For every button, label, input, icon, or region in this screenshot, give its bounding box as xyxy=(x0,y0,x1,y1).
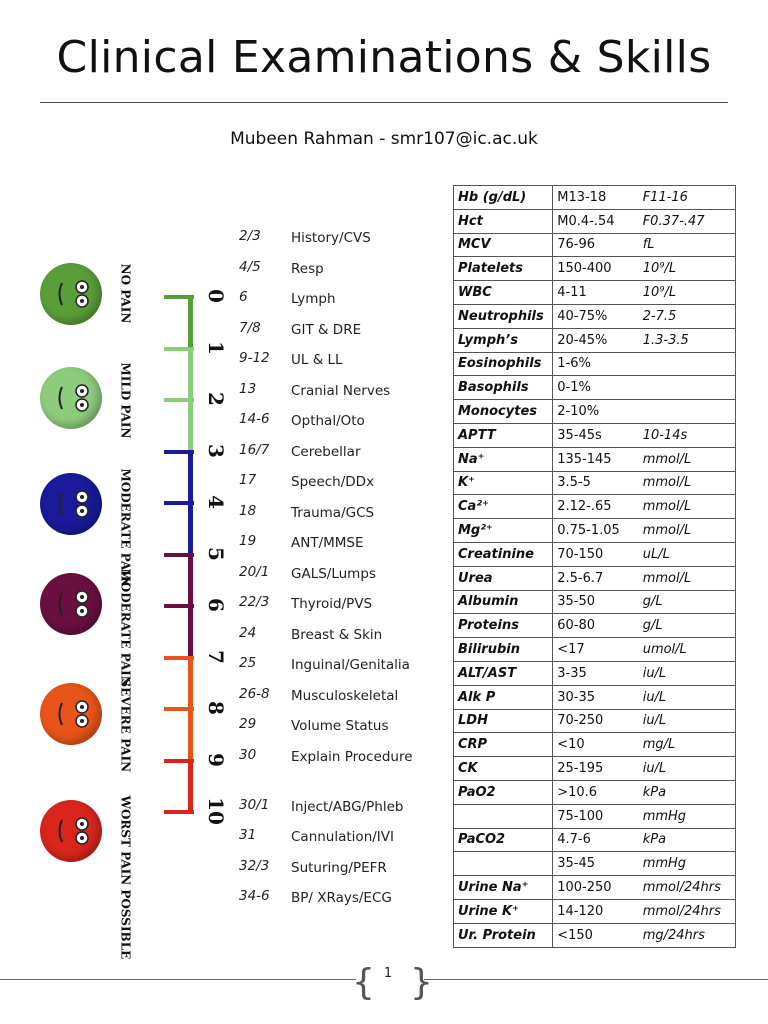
scale-tick xyxy=(164,295,194,299)
toc-topic: Volume Status xyxy=(291,718,389,734)
lab-unit: 10-14s xyxy=(639,423,736,447)
toc-page: 17 xyxy=(239,472,257,488)
toc-page: 30 xyxy=(239,746,257,763)
lab-row xyxy=(454,352,736,376)
lab-unit xyxy=(639,400,736,424)
pain-level-label: WORST PAIN POSSIBLE xyxy=(118,795,133,960)
scale-tick xyxy=(164,759,194,763)
lab-unit: mmol/24hrs xyxy=(639,899,736,923)
page-number: 1 xyxy=(383,966,393,981)
lab-name: Alk P xyxy=(454,685,553,709)
lab-range: >10.6 xyxy=(553,780,639,804)
toc-page: 4/5 xyxy=(239,258,261,275)
lab-unit xyxy=(639,352,736,376)
lab-name: Platelets xyxy=(454,257,553,281)
lab-name: CRP xyxy=(454,733,553,757)
toc-topic: Cannulation/IVI xyxy=(291,829,394,845)
lab-name: CK xyxy=(454,757,553,781)
lab-range: 150-400 xyxy=(553,257,639,281)
toc-page: 7/8 xyxy=(239,319,261,336)
toc-page: 6 xyxy=(239,289,248,305)
lab-name: Bilirubin xyxy=(454,638,553,662)
scale-segment xyxy=(188,349,193,401)
lab-unit: 2-7.5 xyxy=(639,304,736,328)
toc-topic: Suturing/PEFR xyxy=(291,859,387,876)
lab-row xyxy=(454,804,736,828)
toc-page: 16/7 xyxy=(239,441,270,458)
lab-unit: kPa xyxy=(639,780,736,804)
scale-segment xyxy=(188,658,193,710)
toc-page: 32/3 xyxy=(239,857,270,874)
toc-page: 26-8 xyxy=(239,685,270,702)
lab-unit: kPa xyxy=(639,828,736,852)
toc-page: 14-6 xyxy=(239,411,270,427)
lab-row xyxy=(454,828,736,852)
lab-range: <150 xyxy=(553,923,639,947)
lab-range: 76-96 xyxy=(553,233,639,257)
lab-name: Urine K⁺ xyxy=(454,899,553,923)
lab-name: K⁺ xyxy=(454,471,553,495)
toc-topic: Cerebellar xyxy=(291,443,361,460)
lab-unit: iu/L xyxy=(639,757,736,781)
scale-tick xyxy=(164,501,194,505)
lab-name: WBC xyxy=(454,281,553,305)
lab-name xyxy=(454,852,553,876)
toc-topic: ANT/MMSE xyxy=(291,535,364,551)
title-divider xyxy=(40,102,728,103)
toc-page: 24 xyxy=(239,624,257,641)
pain-face-icon xyxy=(40,367,102,429)
lab-range: 35-45s xyxy=(553,423,639,447)
toc-page: 20/1 xyxy=(239,563,270,580)
lab-unit: mg/L xyxy=(639,733,736,757)
lab-name: Hb (g/dL) xyxy=(454,186,553,210)
toc-topic: Opthal/Oto xyxy=(291,413,365,429)
lab-name: Na⁺ xyxy=(454,447,553,471)
lab-row xyxy=(454,233,736,257)
lab-range: 30-35 xyxy=(553,685,639,709)
lab-unit: 10⁹/L xyxy=(639,281,736,305)
lab-range: 70-250 xyxy=(553,709,639,733)
lab-range: 75-100 xyxy=(553,804,639,828)
lab-range: 2-10% xyxy=(553,400,639,424)
lab-range: 3.5-5 xyxy=(553,471,639,495)
lab-range: 40-75% xyxy=(553,304,639,328)
toc-topic: Thyroid/PVS xyxy=(291,596,373,612)
lab-unit: 1.3-3.5 xyxy=(639,328,736,352)
scale-number: 1 xyxy=(204,340,228,355)
scale-number: 0 xyxy=(204,289,228,303)
lab-row xyxy=(454,304,736,328)
pain-face-icon xyxy=(40,683,102,745)
lab-name: Lymph’s xyxy=(454,328,553,352)
lab-row xyxy=(454,852,736,876)
scale-tick xyxy=(164,604,194,608)
scale-tick xyxy=(164,347,194,351)
lab-name: Hct xyxy=(454,209,553,233)
lab-row xyxy=(454,566,736,590)
lab-unit: g/L xyxy=(639,590,736,614)
lab-unit: mmol/L xyxy=(639,447,736,471)
lab-range: 35-50 xyxy=(553,590,639,614)
lab-name: Neutrophils xyxy=(454,304,553,328)
lab-range: M13-18 xyxy=(553,186,639,210)
lab-unit: mg/24hrs xyxy=(639,923,736,947)
pain-face-icon xyxy=(40,263,102,325)
toc-page: 31 xyxy=(239,827,257,843)
lab-row xyxy=(454,638,736,662)
lab-row xyxy=(454,542,736,566)
lab-unit: iu/L xyxy=(639,709,736,733)
toc-topic: Speech/DDx xyxy=(291,474,375,490)
toc-page: 13 xyxy=(239,380,257,397)
scale-number: 9 xyxy=(204,752,228,767)
lab-range: 20-45% xyxy=(553,328,639,352)
toc-page: 2/3 xyxy=(239,228,261,244)
left-brace-icon: { xyxy=(352,962,375,1003)
lab-range: 3-35 xyxy=(553,661,639,685)
lab-unit: 10⁹/L xyxy=(639,257,736,281)
toc-page: 19 xyxy=(239,533,257,549)
lab-reference-table xyxy=(453,185,736,948)
lab-range: 100-250 xyxy=(553,876,639,900)
lab-range: M0.4-.54 xyxy=(553,209,639,233)
lab-name: Eosinophils xyxy=(454,352,553,376)
lab-range: 4.7-6 xyxy=(553,828,639,852)
lab-unit: g/L xyxy=(639,614,736,638)
lab-name: Urea xyxy=(454,566,553,590)
lab-range: <17 xyxy=(553,638,639,662)
lab-row xyxy=(454,495,736,519)
toc-page: 22/3 xyxy=(239,594,270,610)
scale-tick xyxy=(164,707,194,711)
lab-row xyxy=(454,780,736,804)
scale-number: 10 xyxy=(204,797,228,825)
lab-row xyxy=(454,733,736,757)
toc-topic: GIT & DRE xyxy=(291,321,362,338)
toc-page: 18 xyxy=(239,502,257,519)
toc-page: 29 xyxy=(239,716,257,732)
lab-unit: mmol/L xyxy=(639,471,736,495)
lab-row xyxy=(454,209,736,233)
toc-topic: Musculoskeletal xyxy=(291,687,399,704)
lab-row xyxy=(454,661,736,685)
lab-name: Proteins xyxy=(454,614,553,638)
lab-range: 135-145 xyxy=(553,447,639,471)
pain-level-label: MODERATE PAIN xyxy=(118,468,133,587)
lab-row xyxy=(454,923,736,947)
pain-face-icon xyxy=(40,573,102,635)
lab-name: PaO2 xyxy=(454,780,553,804)
lab-unit: uL/L xyxy=(639,542,736,566)
footer-rule-right xyxy=(424,979,768,980)
toc-topic: Cranial Nerves xyxy=(291,382,391,399)
lab-range: 1-6% xyxy=(553,352,639,376)
lab-row xyxy=(454,614,736,638)
lab-range: <10 xyxy=(553,733,639,757)
lab-unit: mmol/L xyxy=(639,495,736,519)
lab-name: LDH xyxy=(454,709,553,733)
toc-topic: Breast & Skin xyxy=(291,626,383,643)
toc-topic: Trauma/GCS xyxy=(291,504,375,521)
lab-name: Mg²⁺ xyxy=(454,519,553,543)
lab-unit: mmHg xyxy=(639,852,736,876)
lab-unit: mmol/L xyxy=(639,519,736,543)
pain-level-label: NO PAIN xyxy=(118,263,133,324)
toc-topic: BP/ XRays/ECG xyxy=(291,890,392,906)
lab-unit xyxy=(639,376,736,400)
lab-range: 14-120 xyxy=(553,899,639,923)
lab-name: PaCO2 xyxy=(454,828,553,852)
pain-level-label: SEVERE PAIN xyxy=(118,678,133,773)
lab-unit: mmol/L xyxy=(639,566,736,590)
lab-range: 0-1% xyxy=(553,376,639,400)
lab-name: Ca²⁺ xyxy=(454,495,553,519)
pain-level-label: MILD PAIN xyxy=(118,362,133,439)
lab-range: 4-11 xyxy=(553,281,639,305)
lab-name: Urine Na⁺ xyxy=(454,876,553,900)
right-brace-icon: } xyxy=(410,962,433,1003)
toc-page: 30/1 xyxy=(239,796,270,813)
toc-topic: UL & LL xyxy=(291,352,343,368)
lab-range: 0.75-1.05 xyxy=(553,519,639,543)
lab-row xyxy=(454,400,736,424)
lab-name xyxy=(454,804,553,828)
scale-segment xyxy=(188,555,193,607)
scale-number: 7 xyxy=(204,649,228,664)
author-line: Mubeen Rahman - smr107@ic.ac.uk xyxy=(230,129,538,149)
lab-name: Creatinine xyxy=(454,542,553,566)
scale-segment xyxy=(188,503,193,555)
lab-range: 2.5-6.7 xyxy=(553,566,639,590)
footer-rule-left xyxy=(0,979,356,980)
lab-range: 25-195 xyxy=(553,757,639,781)
lab-row xyxy=(454,186,736,210)
lab-range: 60-80 xyxy=(553,614,639,638)
scale-number: 2 xyxy=(204,392,228,406)
scale-number: 4 xyxy=(204,495,228,509)
lab-range: 35-45 xyxy=(553,852,639,876)
toc-topic: GALS/Lumps xyxy=(291,565,376,582)
lab-row xyxy=(454,757,736,781)
lab-row xyxy=(454,376,736,400)
scale-number: 8 xyxy=(204,701,228,715)
toc-page: 34-6 xyxy=(239,888,270,904)
scale-number: 3 xyxy=(204,443,228,458)
lab-row xyxy=(454,685,736,709)
toc-page: 9-12 xyxy=(239,350,270,366)
lab-row xyxy=(454,899,736,923)
scale-segment xyxy=(188,400,193,452)
toc-page: 25 xyxy=(239,655,257,671)
toc-topic: Explain Procedure xyxy=(291,748,413,765)
lab-row xyxy=(454,519,736,543)
lab-name: ALT/AST xyxy=(454,661,553,685)
lab-row xyxy=(454,709,736,733)
lab-row xyxy=(454,257,736,281)
lab-row xyxy=(454,447,736,471)
toc-topic: Inject/ABG/Phleb xyxy=(291,798,404,815)
lab-name: Albumin xyxy=(454,590,553,614)
toc-topic: Resp xyxy=(291,260,324,277)
lab-unit: umol/L xyxy=(639,638,736,662)
lab-unit: F11-16 xyxy=(639,186,736,210)
lab-name: MCV xyxy=(454,233,553,257)
lab-name: Monocytes xyxy=(454,400,553,424)
lab-range: 2.12-.65 xyxy=(553,495,639,519)
page-title: Clinical Examinations & Skills xyxy=(56,32,712,83)
lab-unit: iu/L xyxy=(639,685,736,709)
lab-unit: mmol/24hrs xyxy=(639,876,736,900)
lab-row xyxy=(454,471,736,495)
scale-segment xyxy=(188,761,193,813)
scale-segment xyxy=(188,452,193,504)
scale-tick xyxy=(164,450,194,454)
lab-range: 70-150 xyxy=(553,542,639,566)
lab-unit: F0.37-.47 xyxy=(639,209,736,233)
lab-unit: iu/L xyxy=(639,661,736,685)
scale-tick xyxy=(164,553,194,557)
scale-segment xyxy=(188,606,193,658)
scale-segment xyxy=(188,709,193,761)
lab-unit: fL xyxy=(639,233,736,257)
scale-tick xyxy=(164,656,194,660)
scale-number: 6 xyxy=(204,598,228,612)
pain-face-icon xyxy=(40,473,102,535)
lab-name: Ur. Protein xyxy=(454,923,553,947)
pain-face-icon xyxy=(40,800,102,862)
toc-topic: Inguinal/Genitalia xyxy=(291,657,410,673)
lab-row xyxy=(454,281,736,305)
scale-segment xyxy=(188,297,193,349)
lab-row xyxy=(454,590,736,614)
lab-unit: mmHg xyxy=(639,804,736,828)
scale-tick xyxy=(164,398,194,402)
lab-name: APTT xyxy=(454,423,553,447)
lab-row xyxy=(454,328,736,352)
toc-topic: Lymph xyxy=(291,291,336,307)
pain-scale xyxy=(30,255,230,960)
lab-row xyxy=(454,423,736,447)
pain-level-label: MODERATE PAIN xyxy=(118,568,133,687)
lab-name: Basophils xyxy=(454,376,553,400)
scale-tick xyxy=(164,810,194,814)
lab-row xyxy=(454,876,736,900)
toc-topic: History/CVS xyxy=(291,230,371,246)
scale-number: 5 xyxy=(204,546,228,561)
